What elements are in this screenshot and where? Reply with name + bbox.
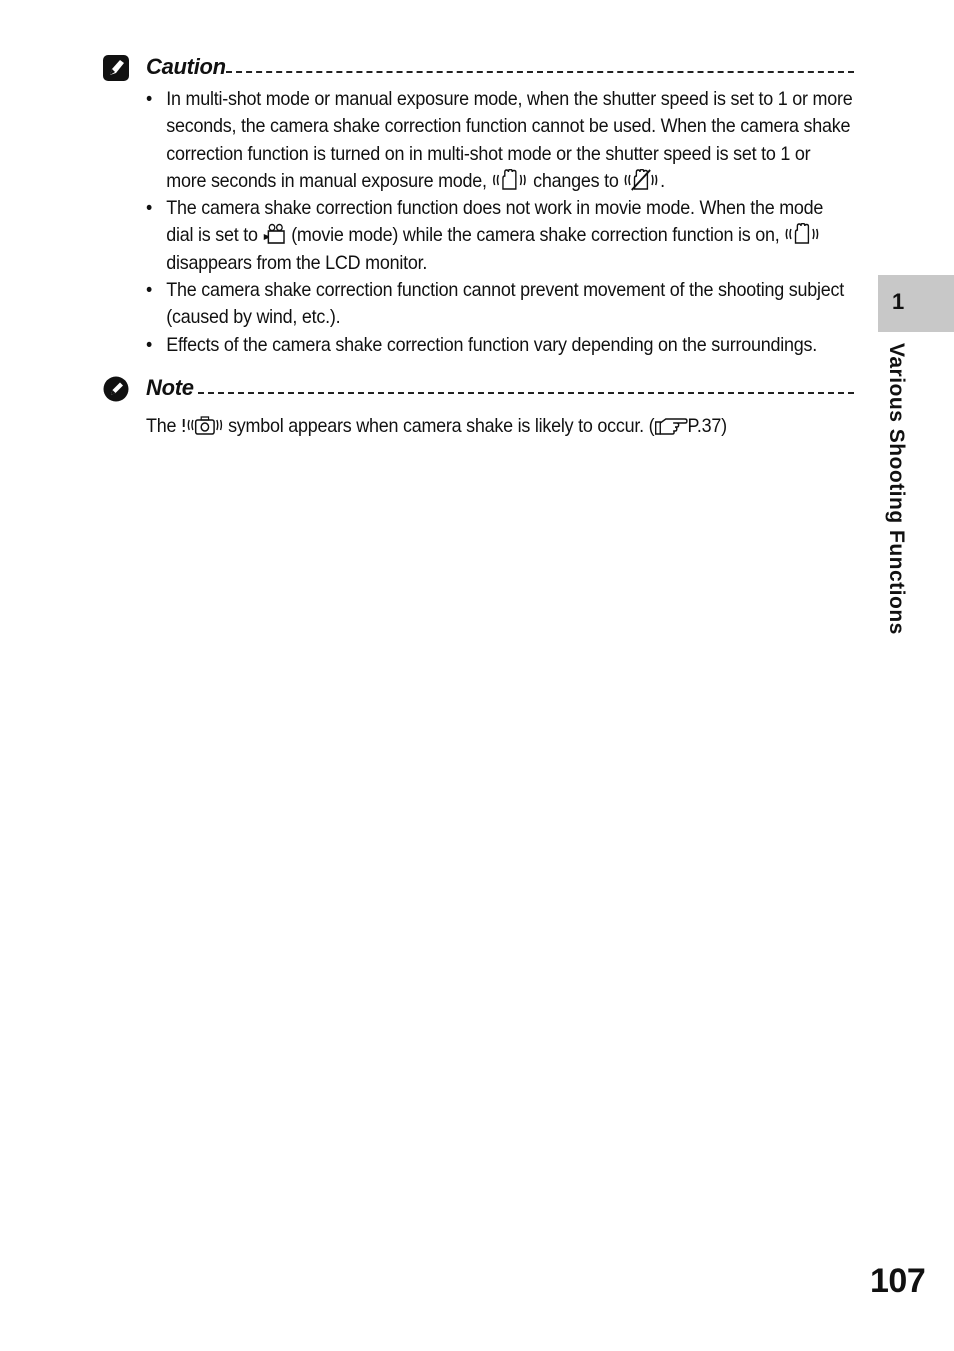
caution-item: • The camera shake correction function does not work in movie mode. When the mode dial is set to (movie mode) while the camera shake correction function is on, disappears from the LCD monitor. [146,195,854,277]
chapter-title-vertical: Various Shooting Functions [885,343,908,635]
note-title: Note [146,375,194,400]
camera-shake-correction-icon [784,223,821,245]
caution-header [100,52,860,82]
caution-list [146,86,854,359]
camera-shake-correction-icon [492,169,529,191]
page-number: 107 [870,1262,926,1300]
caution-dashed-rule [226,71,854,73]
camera-shake-correction-off-icon [623,169,660,191]
note-dashed-rule [198,392,854,394]
chapter-number: 1 [892,289,905,314]
caution-item: • In multi-shot mode or manual exposure mode, when the shutter speed is set to 1 or more seconds, the camera shake correction function cannot be used. When the camera shake correction function is turned on in multi-shot mode or the shutter speed is set to 1 or more seconds in manual exposure mode, changes to . [146,86,854,195]
caution-item: • Effects of the camera shake correction function vary depending on the surroundings. [146,332,854,359]
caution-item: • The camera shake correction function cannot prevent movement of the shooting subject (caused by wind, etc.). [146,277,854,332]
reference-pointing-hand-icon [654,414,687,436]
caution-title: Caution [146,54,226,79]
note-header [100,373,860,403]
camera-shake-warning-icon [181,414,223,436]
note-pencil-icon [102,375,130,403]
movie-mode-icon [263,223,287,245]
caution-pencil-icon [102,54,130,82]
note-text: The symbol appears when camera shake is likely to occur. ( P.37) [146,415,727,437]
chapter-tab [878,275,954,332]
